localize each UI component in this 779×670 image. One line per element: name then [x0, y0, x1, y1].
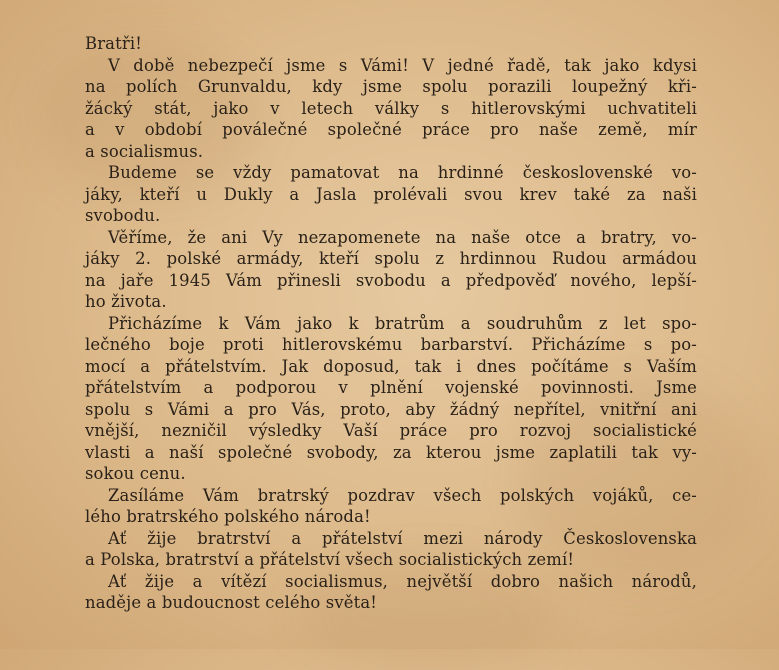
paragraph-line: Budeme se vždy pamatovat na hrdinné československé vo-	[108, 163, 697, 182]
letter-body	[85, 55, 697, 614]
paragraph-line: mocí a přátelstvím. Jak doposud, tak i dnes počítáme s Vaším	[85, 356, 697, 376]
paragraph-line: a socialismus.	[85, 141, 204, 161]
paragraph-line: Ať žije bratrství a přátelství mezi národy Československa	[108, 528, 697, 548]
letter-salutation: Bratři!	[85, 34, 142, 53]
paragraph-line: Věříme, že ani Vy nezapomenete na naše otce a bratry, vo-	[108, 227, 697, 247]
paragraph-line: Zasíláme Vám bratrský pozdrav všech polských vojáků, ce-	[108, 485, 697, 505]
letter-paragraph	[85, 485, 697, 528]
paragraph-line: jáky 2. polské armády, kteří spolu z hrdinnou Rudou armádou	[85, 249, 697, 268]
paragraph-line: ho života.	[85, 292, 167, 311]
paragraph-line: svobodu.	[85, 206, 161, 225]
letter-text	[85, 33, 697, 614]
letter-paragraph	[85, 571, 697, 614]
letter-paragraph	[85, 313, 697, 485]
paragraph-line: naděje a budoucnost celého světa!	[85, 593, 377, 612]
paragraph-line: přátelstvím a podporou v plnění vojenské povinnosti. Jsme	[85, 378, 697, 397]
letter-paragraph	[85, 55, 697, 163]
paragraph-line: vnější, nezničil výsledky Vaší práce pro rozvoj socialistické	[85, 421, 697, 440]
paragraph-line: Ať žije a vítězí socialismus, největší dobro našich národů,	[108, 571, 697, 591]
paragraph-line: V době nebezpečí jsme s Vámi! V jedné řadě, tak jako kdysi	[108, 55, 697, 75]
letter-paragraph	[85, 528, 697, 571]
paragraph-line: a Polska, bratrství a přátelství všech socialistických zemí!	[85, 550, 575, 569]
paragraph-line: na polích Grunvaldu, kdy jsme spolu porazili loupežný kři-	[85, 77, 697, 96]
paragraph-line: jáky, kteří u Dukly a Jasla prolévali svou krev také za naši	[85, 184, 697, 204]
paragraph-line: spolu s Vámi a pro Vás, proto, aby žádný nepřítel, vnitřní ani	[85, 399, 697, 419]
letter-paragraph	[85, 227, 697, 313]
paragraph-line: lečného boje proti hitlerovskému barbarství. Přicházíme s po-	[85, 335, 697, 354]
paragraph-line: Přicházíme k Vám jako k bratrům a soudruhům z let spo-	[108, 313, 697, 333]
paragraph-line: na jaře 1945 Vám přinesli svobodu a předpověď nového, lepší-	[85, 270, 697, 290]
paragraph-line: žácký stát, jako v letech války s hitlerovskými uchvatiteli	[85, 98, 697, 118]
paragraph-line: sokou cenu.	[85, 464, 186, 483]
paragraph-line: vlasti a naší společné svobody, za kterou jsme zaplatili tak vy-	[85, 442, 697, 462]
letter-paragraph	[85, 162, 697, 227]
paragraph-line: a v období poválečné společné práce pro naše země, mír	[85, 120, 697, 139]
paragraph-line: lého bratrského polského národa!	[85, 507, 371, 526]
